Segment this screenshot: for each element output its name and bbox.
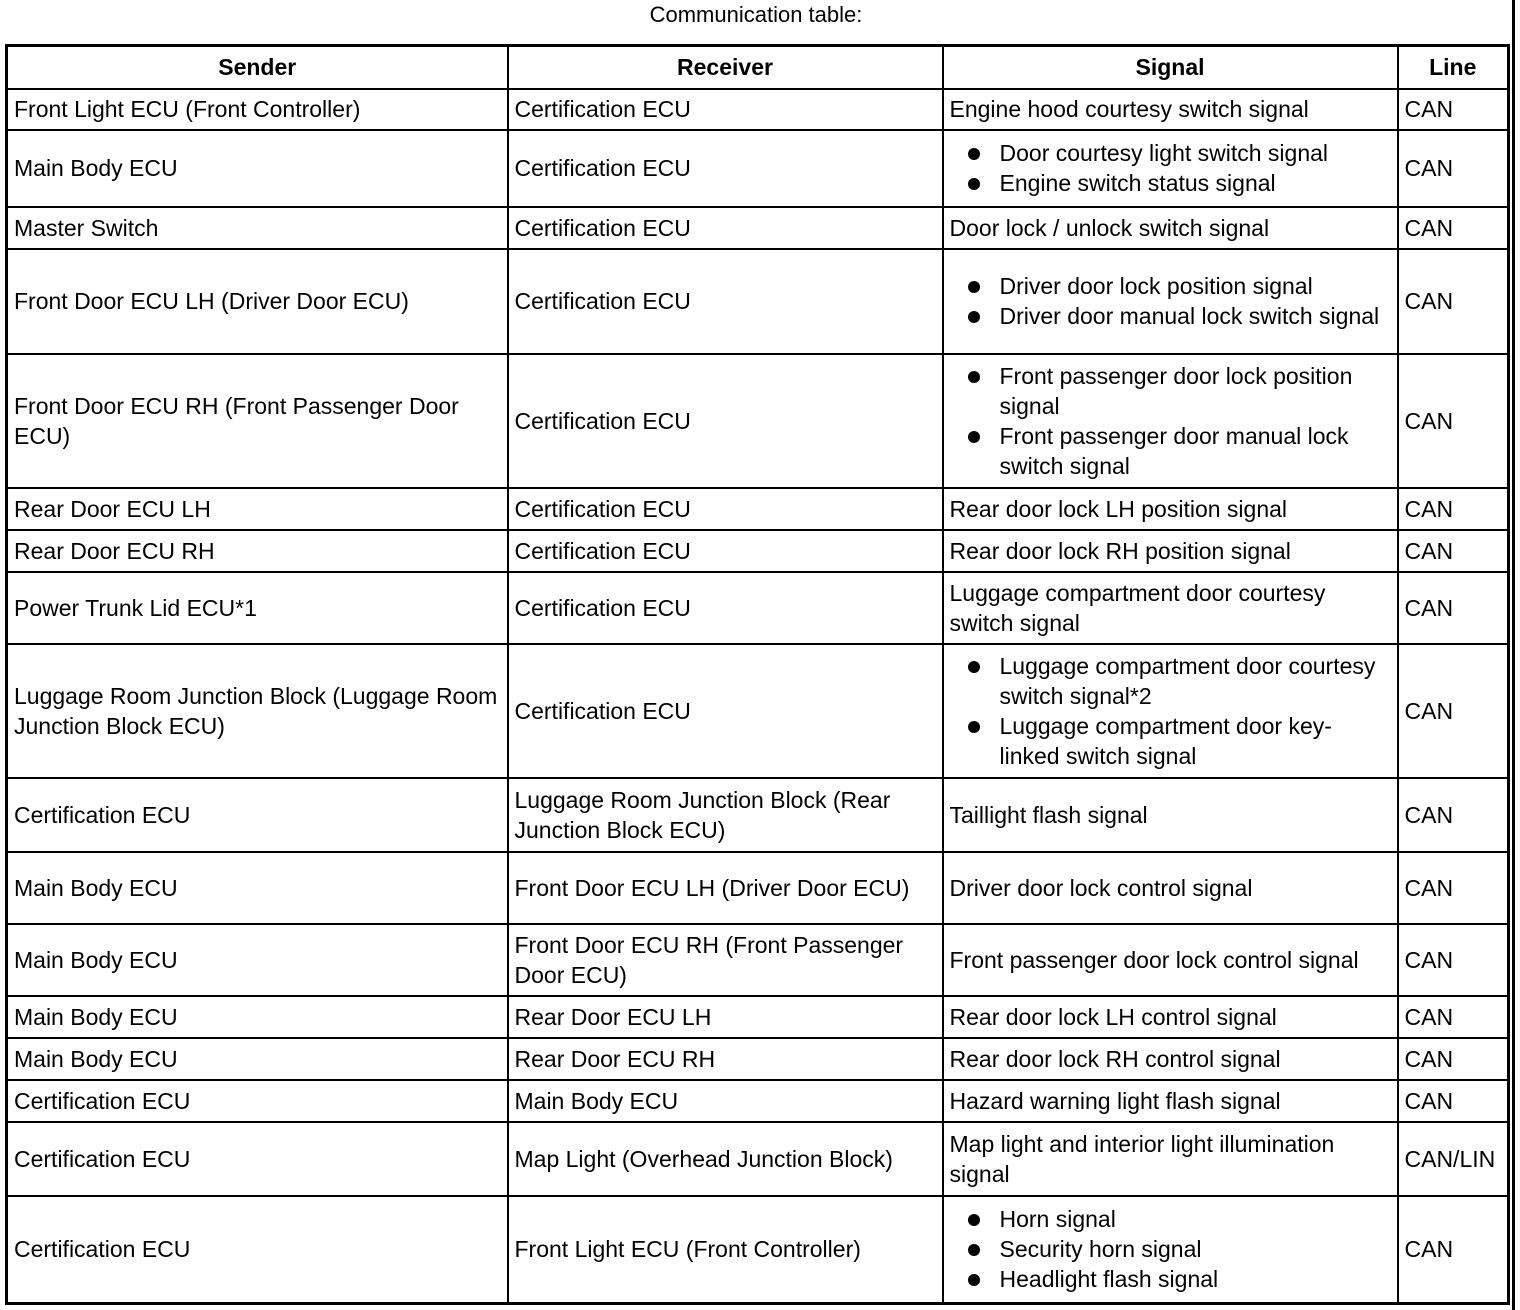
signal-cell xyxy=(943,354,1398,488)
table-caption: Communication table: xyxy=(649,2,863,27)
table-row xyxy=(7,530,1509,572)
signal-cell: Hazard warning light flash signal xyxy=(943,1080,1398,1122)
line-cell: CAN xyxy=(1398,852,1509,924)
receiver-cell: Certification ECU xyxy=(508,249,943,354)
signal-list-item: Luggage compartment door courtesy switch signal*2 xyxy=(950,651,1391,711)
signal-cell: Rear door lock RH control signal xyxy=(943,1038,1398,1080)
sender-cell: Certification ECU xyxy=(7,1196,508,1304)
line-cell: CAN xyxy=(1398,488,1509,530)
signal-list-item: Driver door manual lock switch signal xyxy=(950,301,1391,331)
receiver-cell: Certification ECU xyxy=(508,572,943,644)
signal-cell xyxy=(943,249,1398,354)
table-row xyxy=(7,354,1509,488)
receiver-cell: Certification ECU xyxy=(508,488,943,530)
receiver-cell: Luggage Room Junction Block (Rear Junction Block ECU) xyxy=(508,778,943,852)
sender-cell: Main Body ECU xyxy=(7,1038,508,1080)
receiver-cell: Rear Door ECU LH xyxy=(508,996,943,1038)
table-row xyxy=(7,572,1509,644)
receiver-cell: Certification ECU xyxy=(508,207,943,249)
signal-cell: Front passenger door lock control signal xyxy=(943,924,1398,996)
receiver-cell: Certification ECU xyxy=(508,130,943,207)
bullet-dot-icon xyxy=(968,148,980,160)
sender-cell: Front Door ECU RH (Front Passenger Door ECU) xyxy=(7,354,508,488)
signal-list-item: Engine switch status signal xyxy=(950,168,1391,198)
bullet-dot-icon xyxy=(968,281,980,293)
bullet-dot-icon xyxy=(968,721,980,733)
bullet-dot-icon xyxy=(968,371,980,383)
sender-cell: Certification ECU xyxy=(7,1122,508,1196)
signal-list-item: Headlight flash signal xyxy=(950,1264,1391,1294)
receiver-cell: Certification ECU xyxy=(508,644,943,778)
sender-cell: Front Light ECU (Front Controller) xyxy=(7,89,508,130)
line-cell: CAN/LIN xyxy=(1398,1122,1509,1196)
receiver-cell: Rear Door ECU RH xyxy=(508,1038,943,1080)
bullet-dot-icon xyxy=(968,661,980,673)
sender-cell: Main Body ECU xyxy=(7,130,508,207)
signal-cell xyxy=(943,644,1398,778)
signal-cell: Map light and interior light illumination signal xyxy=(943,1122,1398,1196)
sender-cell: Rear Door ECU LH xyxy=(7,488,508,530)
sender-cell: Main Body ECU xyxy=(7,852,508,924)
signal-cell: Rear door lock RH position signal xyxy=(943,530,1398,572)
receiver-cell: Front Light ECU (Front Controller) xyxy=(508,1196,943,1304)
signal-cell: Rear door lock LH position signal xyxy=(943,488,1398,530)
table-row xyxy=(7,207,1509,249)
signal-list-item: Luggage compartment door key-linked switch signal xyxy=(950,711,1391,771)
line-cell: CAN xyxy=(1398,1038,1509,1080)
line-cell: CAN xyxy=(1398,1196,1509,1304)
table-row xyxy=(7,852,1509,924)
header-sender: Sender xyxy=(7,46,508,89)
bullet-dot-icon xyxy=(968,311,980,323)
table-row xyxy=(7,1122,1509,1196)
signal-cell xyxy=(943,130,1398,207)
line-cell: CAN xyxy=(1398,207,1509,249)
table-row xyxy=(7,130,1509,207)
bullet-dot-icon xyxy=(968,1214,980,1226)
sender-cell: Main Body ECU xyxy=(7,996,508,1038)
signal-cell: Luggage compartment door courtesy switch signal xyxy=(943,572,1398,644)
signal-list-item: Front passenger door manual lock switch signal xyxy=(950,421,1391,481)
page-edge-rule xyxy=(1512,0,1515,1310)
line-cell: CAN xyxy=(1398,572,1509,644)
signal-list-item: Horn signal xyxy=(950,1204,1391,1234)
bullet-dot-icon xyxy=(968,178,980,190)
line-cell: CAN xyxy=(1398,644,1509,778)
table-row xyxy=(7,644,1509,778)
line-cell: CAN xyxy=(1398,924,1509,996)
line-cell: CAN xyxy=(1398,1080,1509,1122)
signal-cell: Taillight flash signal xyxy=(943,778,1398,852)
table-row xyxy=(7,778,1509,852)
signal-list-item: Security horn signal xyxy=(950,1234,1391,1264)
receiver-cell: Front Door ECU LH (Driver Door ECU) xyxy=(508,852,943,924)
receiver-cell: Front Door ECU RH (Front Passenger Door ECU) xyxy=(508,924,943,996)
sender-cell: Rear Door ECU RH xyxy=(7,530,508,572)
signal-list-item: Front passenger door lock position signal xyxy=(950,361,1391,421)
bullet-dot-icon xyxy=(968,1244,980,1256)
signal-cell: Door lock / unlock switch signal xyxy=(943,207,1398,249)
table-row xyxy=(7,1196,1509,1304)
sender-cell: Certification ECU xyxy=(7,1080,508,1122)
header-row xyxy=(7,46,1509,89)
signal-cell: Driver door lock control signal xyxy=(943,852,1398,924)
table-row xyxy=(7,924,1509,996)
line-cell: CAN xyxy=(1398,89,1509,130)
header-signal: Signal xyxy=(943,46,1398,89)
sender-cell: Front Door ECU LH (Driver Door ECU) xyxy=(7,249,508,354)
header-receiver: Receiver xyxy=(508,46,943,89)
sender-cell: Power Trunk Lid ECU*1 xyxy=(7,572,508,644)
sender-cell: Main Body ECU xyxy=(7,924,508,996)
line-cell: CAN xyxy=(1398,354,1509,488)
bullet-dot-icon xyxy=(968,1274,980,1286)
signal-cell xyxy=(943,1196,1398,1304)
sender-cell: Master Switch xyxy=(7,207,508,249)
sender-cell: Luggage Room Junction Block (Luggage Room Junction Block ECU) xyxy=(7,644,508,778)
table-row xyxy=(7,1080,1509,1122)
bullet-dot-icon xyxy=(968,431,980,443)
receiver-cell: Certification ECU xyxy=(508,530,943,572)
table-row xyxy=(7,89,1509,130)
table-row xyxy=(7,488,1509,530)
receiver-cell: Certification ECU xyxy=(508,89,943,130)
receiver-cell: Main Body ECU xyxy=(508,1080,943,1122)
receiver-cell: Certification ECU xyxy=(508,354,943,488)
line-cell: CAN xyxy=(1398,778,1509,852)
signal-cell: Engine hood courtesy switch signal xyxy=(943,89,1398,130)
line-cell: CAN xyxy=(1398,530,1509,572)
communication-table xyxy=(5,44,1510,1305)
line-cell: CAN xyxy=(1398,249,1509,354)
signal-cell: Rear door lock LH control signal xyxy=(943,996,1398,1038)
signal-list-item: Door courtesy light switch signal xyxy=(950,138,1391,168)
table-row xyxy=(7,996,1509,1038)
header-line: Line xyxy=(1398,46,1509,89)
receiver-cell: Map Light (Overhead Junction Block) xyxy=(508,1122,943,1196)
table-row xyxy=(7,1038,1509,1080)
line-cell: CAN xyxy=(1398,996,1509,1038)
signal-list-item: Driver door lock position signal xyxy=(950,271,1391,301)
line-cell: CAN xyxy=(1398,130,1509,207)
table-row xyxy=(7,249,1509,354)
sender-cell: Certification ECU xyxy=(7,778,508,852)
